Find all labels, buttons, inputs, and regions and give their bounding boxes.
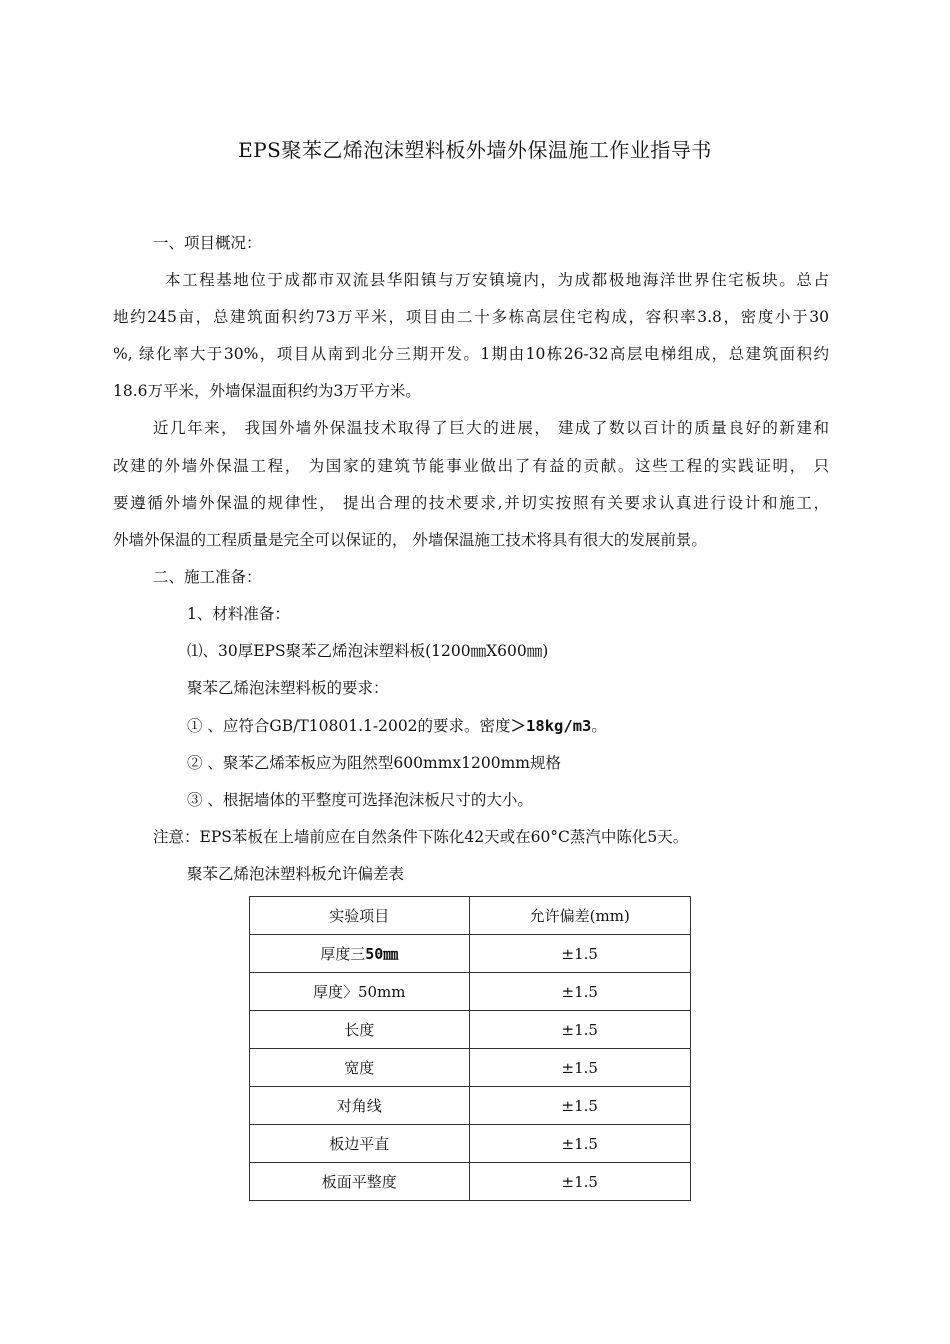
para-2-line-2: 改建的外墙外保温工程， 为国家的建筑节能事业做出了有益的贡献。这些工程的实践证明， 只 (113, 457, 829, 475)
requirement-1 (187, 715, 607, 737)
table-header-tolerance: 允许偏差(mm) (469, 897, 691, 935)
table-cell-tolerance: ±1.5 (469, 935, 691, 973)
table-row (250, 935, 691, 973)
table-cell-tolerance: ±1.5 (469, 1049, 691, 1087)
table-cell-tolerance: ±1.5 (469, 1011, 691, 1049)
table-header-item: 实验项目 (250, 897, 470, 935)
table-cell-item: 对角线 (250, 1087, 470, 1125)
table-cell-tolerance: ±1.5 (469, 1087, 691, 1125)
table-cell-tolerance: ±1.5 (469, 1163, 691, 1201)
table-cell-item: 板面平整度 (250, 1163, 470, 1201)
section-2-heading: 二、施工准备： (153, 568, 262, 586)
tolerance-table (249, 896, 691, 1201)
table-row (250, 1087, 691, 1125)
table-row (250, 1163, 691, 1201)
para-1-line-2: 地约245亩，总建筑面积约73万平米，项目由二十多栋高层住宅构成，容积率3.8，密度小于30 (113, 308, 829, 326)
table-cell-tolerance: ±1.5 (469, 973, 691, 1011)
table-cell-tolerance: ±1.5 (469, 1125, 691, 1163)
document-title: EPS聚苯乙烯泡沫塑料板外墙外保温施工作业指导书 (238, 138, 712, 162)
para-2-line-3: 要遵循外墙外保温的规律性， 提出合理的技术要求,并切实按照有关要求认真进行设计和施工， (113, 494, 829, 512)
table-row (250, 1125, 691, 1163)
board-requirements-heading: 聚苯乙烯泡沫塑料板的要求： (187, 679, 389, 697)
requirement-3: ③ 、根据墙体的平整度可选择泡沫板尺寸的大小。 (187, 791, 533, 809)
para-1-line-3: %, 绿化率大于30%，项目从南到北分三期开发。1期由10栋26-32高层电梯组成，总建筑面积约 (113, 345, 829, 363)
item-text: 厚度三 (320, 945, 366, 963)
material-item-1: ⑴、30厚EPS聚苯乙烯泡沫塑料板(1200㎜X600㎜) (187, 642, 549, 660)
table-row (250, 1049, 691, 1087)
aging-note: 注意：EPS苯板在上墙前应在自然条件下陈化42天或在60°C蒸汽中陈化5天。 (153, 828, 689, 846)
section-1-heading: 一、项目概况： (153, 234, 262, 252)
para-1-line-1: 本工程基地位于成都市双流县华阳镇与万安镇境内，为成都极地海洋世界住宅板块。总占 (165, 271, 829, 289)
requirement-1-text: ① 、应符合GB/T10801.1-2002的要求。密度 (187, 717, 511, 735)
table-row (250, 973, 691, 1011)
table-row (250, 1011, 691, 1049)
material-prep-heading: 1、材料准备： (187, 605, 290, 623)
para-2-line-4: 外墙外保温的工程质量是完全可以保证的， 外墙保温施工技术将具有很大的发展前景。 (113, 531, 707, 549)
requirement-2: ② 、聚苯乙烯苯板应为阻然型600mmx1200mm规格 (187, 754, 561, 772)
table-cell-item: 宽度 (250, 1049, 470, 1087)
table-header-row (250, 897, 691, 935)
table-cell-item: 厚度〉50mm (250, 973, 470, 1011)
item-bold-value: 50㎜ (365, 945, 399, 963)
para-2-line-1: 近几年来， 我国外墙外保温技术取得了巨大的进展， 建成了数以百计的质量良好的新建和 (153, 419, 829, 437)
requirement-1-end: 。 (591, 717, 607, 735)
table-caption: 聚苯乙烯泡沫塑料板允许偏差表 (187, 865, 405, 883)
table-cell-item: 板边平直 (250, 1125, 470, 1163)
density-value: ＞18kg/m3 (510, 717, 592, 735)
table-cell-item: 长度 (250, 1011, 470, 1049)
para-1-line-4: 18.6万平米，外墙保温面积约为3万平方米。 (113, 382, 421, 400)
table-cell-item (250, 935, 470, 973)
